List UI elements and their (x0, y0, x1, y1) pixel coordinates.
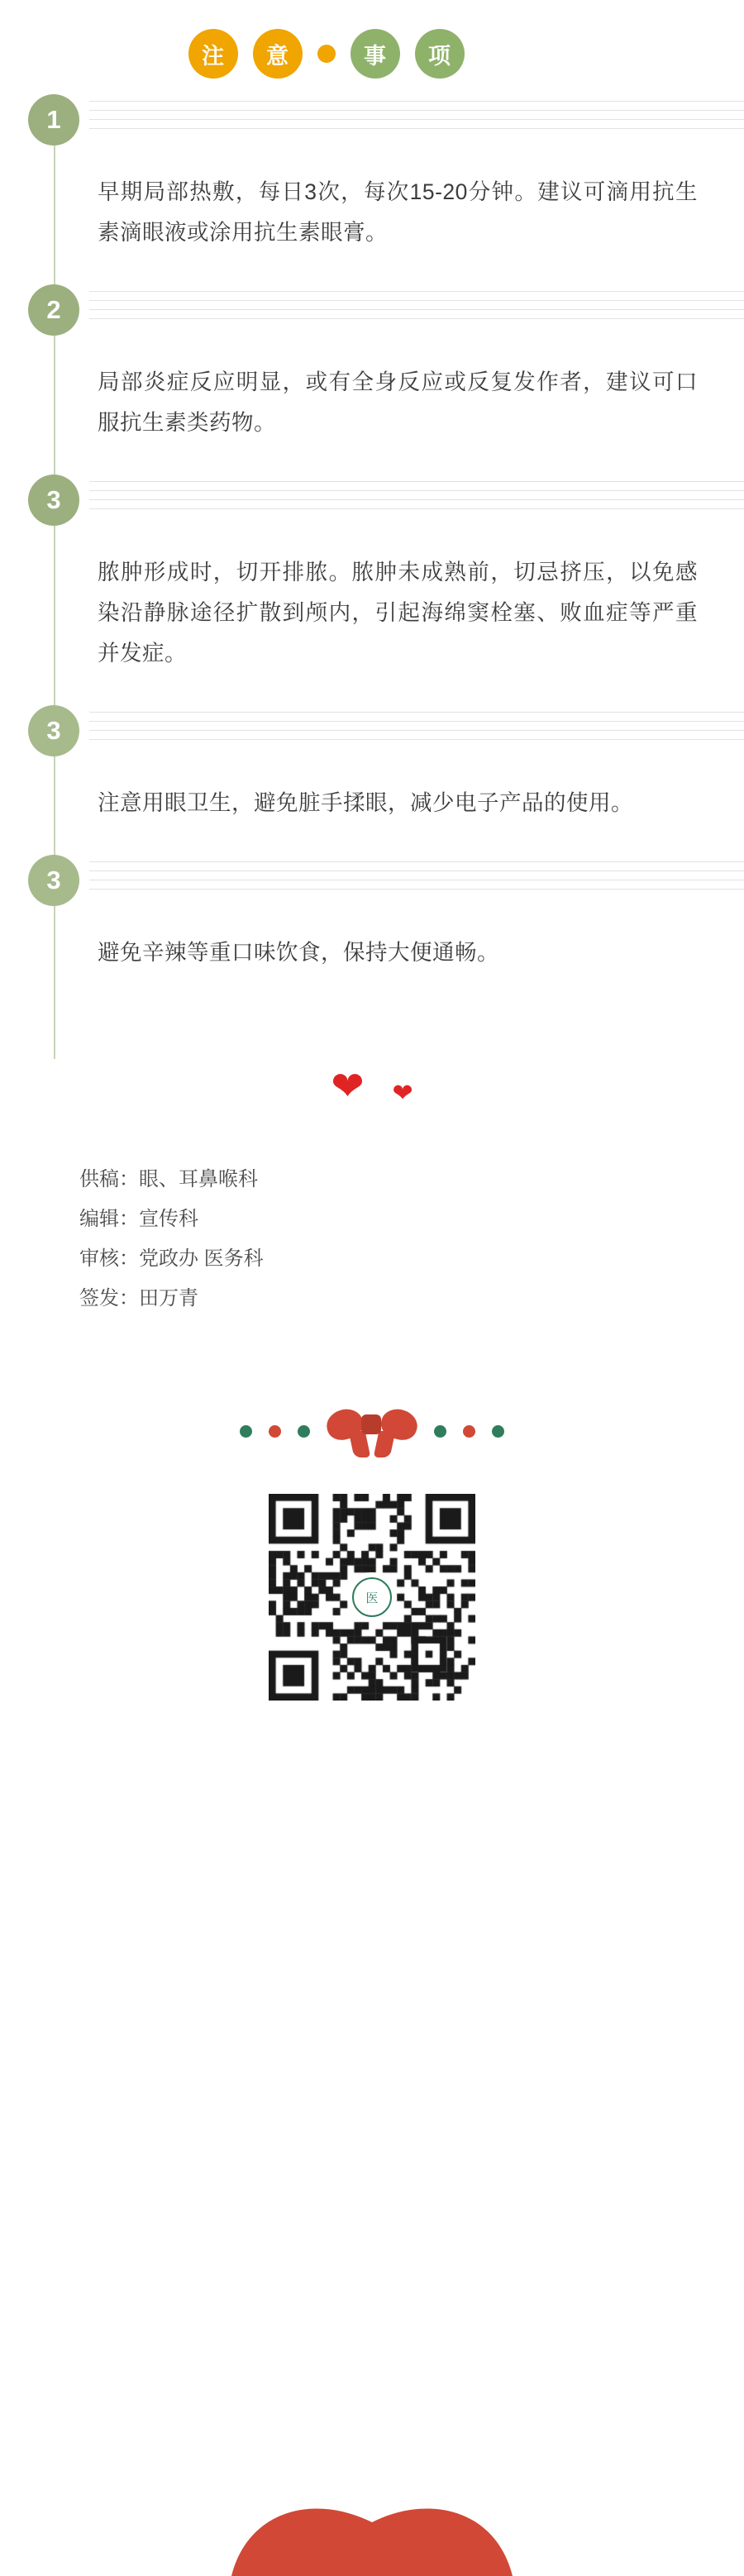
item-rule-lines (89, 291, 744, 327)
item-number-badge: 2 (28, 284, 79, 336)
divider-dot-icon (434, 1425, 446, 1438)
bow-icon (327, 1405, 417, 1457)
divider-decoration (0, 1398, 744, 1464)
item-number-badge: 3 (28, 475, 79, 526)
item-text: 早期局部热敷，每日3次，每次15-20分钟。建议可滴用抗生素滴眼液或涂用抗生素眼膏。 (98, 179, 698, 246)
credit-line-issuer: 签发：田万青 (79, 1287, 198, 1310)
item-text: 注意用眼卫生，避免脏手揉眼，减少电子产品的使用。 (98, 790, 633, 816)
credit-line-editor: 编辑：宣传科 (79, 1208, 198, 1231)
item-rule-lines (89, 861, 744, 898)
divider-dot-icon (269, 1425, 281, 1438)
item-text: 避免辛辣等重口味饮食，保持大便通畅。 (98, 940, 499, 966)
list-item (0, 855, 744, 1004)
qr-code-section (0, 1494, 744, 1701)
divider-dot-icon (463, 1425, 475, 1438)
title-chip-4: 项 (415, 29, 465, 79)
credit-line-contributor: 供稿：眼、耳鼻喉科 (79, 1168, 258, 1191)
section-title-badges (0, 0, 744, 79)
heart-decoration (0, 1038, 744, 1137)
heart-icon: ❤ (331, 1065, 365, 1109)
title-chip-3: 事 (351, 29, 400, 79)
credit-line-reviewer: 审核：党政办 医务科 (79, 1247, 264, 1271)
list-item (0, 705, 744, 855)
list-item (0, 284, 744, 475)
title-dot-icon (317, 45, 336, 63)
divider-dot-icon (298, 1425, 310, 1438)
list-item-header (0, 705, 744, 768)
item-number-badge: 3 (28, 705, 79, 756)
item-number-badge: 1 (28, 94, 79, 145)
item-rule-lines (89, 481, 744, 518)
list-item-header (0, 94, 744, 157)
list-item (0, 94, 744, 284)
qr-logo-text: 医 (352, 1577, 392, 1617)
qr-center-logo (347, 1572, 397, 1622)
item-number-badge: 3 (28, 855, 79, 906)
divider-dot-icon (492, 1425, 504, 1438)
notice-items (0, 94, 744, 1004)
item-rule-lines (89, 712, 744, 748)
title-chip-1: 注 (188, 29, 238, 79)
credits-block (0, 1137, 744, 1319)
divider-dot-icon (240, 1425, 252, 1438)
footer-wave-decoration (0, 2477, 744, 2576)
list-item-header (0, 855, 744, 918)
heart-icon: ❤ (392, 1080, 413, 1108)
item-rule-lines (89, 101, 744, 137)
title-chip-2: 意 (253, 29, 303, 79)
item-text: 局部炎症反应明显，或有全身反应或反复发作者，建议可口服抗生素类药物。 (98, 370, 698, 436)
list-item-header (0, 284, 744, 347)
list-item-header (0, 475, 744, 537)
qr-code[interactable] (269, 1494, 475, 1701)
list-item (0, 475, 744, 705)
item-text: 脓肿形成时，切开排脓。脓肿未成熟前，切忌挤压，以免感染沿静脉途径扩散到颅内，引起海绵窦栓塞、败血症等严重并发症。 (98, 560, 698, 666)
